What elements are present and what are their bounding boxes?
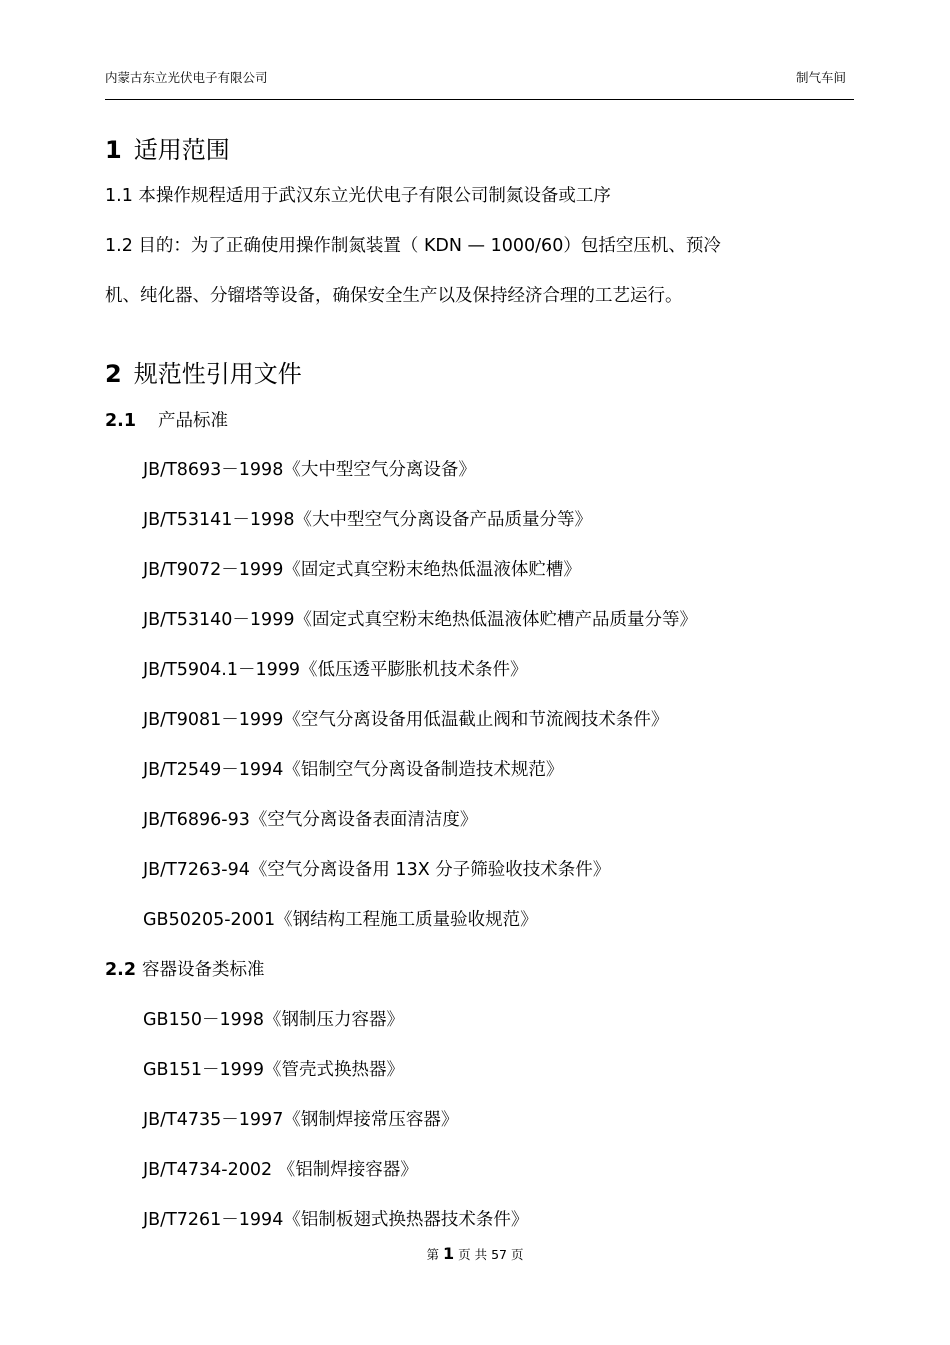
- standard-item: JB/T7261－1994《铝制板翅式换热器技术条件》: [143, 1210, 529, 1230]
- section-2-2-number: 2.2: [105, 960, 137, 980]
- standard-item: JB/T53141－1998《大中型空气分离设备产品质量分等》: [143, 510, 592, 530]
- footer-middle: 页 共: [458, 1247, 488, 1262]
- header-department: 制气车间: [795, 70, 846, 85]
- section-1-heading: [105, 130, 230, 165]
- section-1-2-line1: 1.2 目的：为了正确使用操作制氮装置（ KDN — 1000/60）包括空压机、预冷: [105, 236, 721, 256]
- section-2-heading: [105, 354, 302, 389]
- standard-item: JB/T6896-93《空气分离设备表面清洁度》: [143, 810, 478, 830]
- section-1-2-line2: 机、纯化器、分镏塔等设备，确保安全生产以及保持经济合理的工艺运行。: [105, 286, 683, 306]
- header-divider: [105, 99, 854, 100]
- standard-item: GB150－1998《钢制压力容器》: [143, 1010, 405, 1030]
- standard-item: GB50205-2001《钢结构工程施工质量验收规范》: [143, 910, 538, 930]
- section-2-1-heading: [105, 407, 228, 432]
- footer-suffix: 页: [510, 1247, 524, 1262]
- standard-item: JB/T9072－1999《固定式真空粉末绝热低温液体贮槽》: [143, 560, 581, 580]
- standard-item: JB/T9081－1999《空气分离设备用低温截止阀和节流阀技术条件》: [143, 710, 669, 730]
- standard-item: GB151－1999《管壳式换热器》: [143, 1060, 405, 1080]
- section-2-1-number: 2.1: [105, 411, 137, 431]
- header-company: 内蒙古东立光伏电子有限公司: [105, 70, 268, 85]
- section-2-1-title: 产品标准: [158, 411, 229, 431]
- section-1-1-text: 1.1 本操作规程适用于武汉东立光伏电子有限公司制氮设备或工序: [105, 186, 611, 206]
- section-2-title: 规范性引用文件: [133, 360, 302, 388]
- standard-item: JB/T5904.1－1999《低压透平膨胀机技术条件》: [143, 660, 528, 680]
- section-1-title: 适用范围: [133, 136, 230, 164]
- footer-total-pages: 57: [491, 1247, 507, 1262]
- standard-item: JB/T7263-94《空气分离设备用 13X 分子筛验收技术条件》: [143, 860, 611, 880]
- standard-item: JB/T4734-2002 《铝制焊接容器》: [143, 1160, 418, 1180]
- section-2-number: 2: [105, 360, 122, 388]
- standard-item: JB/T8693－1998《大中型空气分离设备》: [143, 460, 476, 480]
- section-2-2-title: 容器设备类标准: [142, 960, 265, 980]
- footer-prefix: 第: [426, 1247, 440, 1262]
- section-2-2-heading: [105, 956, 265, 981]
- standard-item: JB/T53140－1999《固定式真空粉末绝热低温液体贮槽产品质量分等》: [143, 610, 697, 630]
- section-1-number: 1: [105, 136, 122, 164]
- standard-item: JB/T2549－1994《铝制空气分离设备制造技术规范》: [143, 760, 564, 780]
- page-footer: [0, 1244, 950, 1263]
- footer-page-number: 1: [443, 1244, 455, 1263]
- standard-item: JB/T4735－1997《钢制焊接常压容器》: [143, 1110, 459, 1130]
